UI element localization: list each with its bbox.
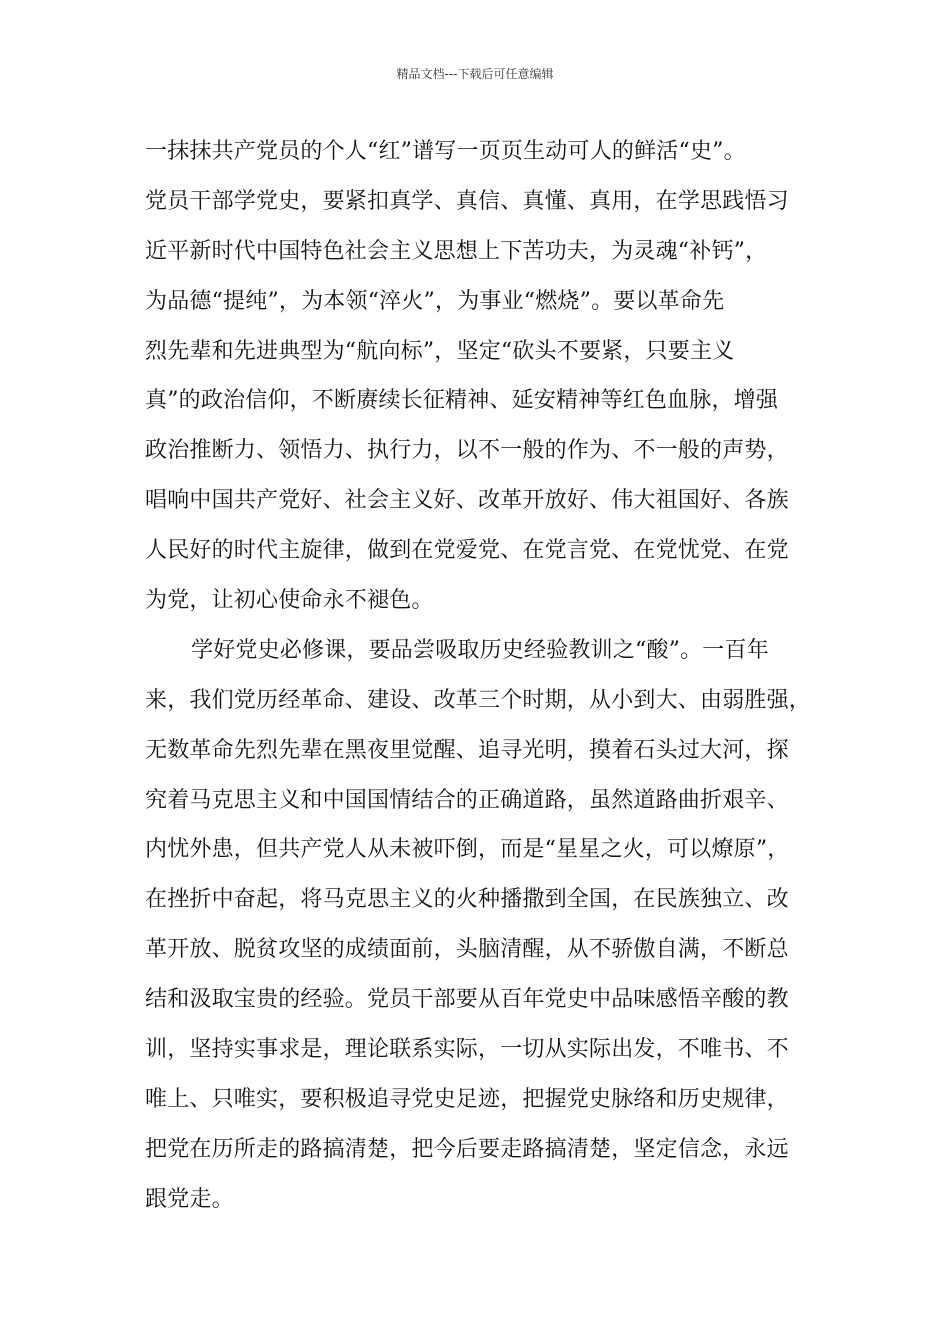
text-line: 为品德“提纯”，为本领“淬火”，为事业“燃烧”。要以革命先: [145, 288, 725, 314]
text-line: 革开放、脱贫攻坚的成绩面前，头脑清醒，从不骄傲自满，不断总: [145, 937, 789, 963]
text-line: 在挫折中奋起，将马克思主义的火种播撒到全国，在民族独立、改: [145, 887, 789, 913]
text-line: 党员干部学党史，要紧扣真学、真信、真懂、真用，在学思践悟习: [145, 188, 789, 214]
page-header: 精品文档---下载后可任意编辑: [396, 67, 554, 81]
text-line: 政治推断力、领悟力、执行力，以不一般的作为、不一般的声势，: [145, 438, 789, 464]
text-line: 来，我们党历经革命、建设、改革三个时期，从小到大、由弱胜强，: [145, 687, 812, 713]
text-line: 人民好的时代主旋律，做到在党爱党、在党言党、在党忧党、在党: [145, 538, 789, 564]
text-line: 把党在历所走的路搞清楚，把今后要走路搞清楚，坚定信念，永远: [145, 1136, 789, 1162]
text-line: 为党，让初心使命永不褪色。: [145, 588, 434, 614]
text-line: 究着马克思主义和中国国情结合的正确道路，虽然道路曲折艰辛、: [145, 787, 789, 813]
text-line: 唯上、只唯实，要积极追寻党史足迹，把握党史脉络和历史规律，: [145, 1086, 789, 1112]
paragraph-first-line: 学好党史必修课，要品尝吸取历史经验教训之“酸”。一百年: [191, 637, 769, 663]
text-line: 训，坚持实事求是，理论联系实际，一切从实际出发，不唯书、不: [145, 1037, 789, 1063]
text-line: 一抹抹共产党员的个人“红”谱写一页页生动可人的鲜活“史”。: [145, 139, 746, 164]
text-line: 内忧外患，但共产党人从未被吓倒，而是“星星之火，可以燎原”，: [145, 837, 790, 863]
text-line: 跟党走。: [145, 1186, 234, 1212]
document-body: [145, 127, 835, 1225]
text-line: 唱响中国共产党好、社会主义好、改革开放好、伟大祖国好、各族: [145, 488, 789, 514]
text-line: 无数革命先烈先辈在黑夜里觉醒、追寻光明，摸着石头过大河，探: [145, 737, 789, 763]
text-line: 真”的政治信仰，不断赓续长征精神、延安精神等红色血脉，增强: [145, 388, 779, 414]
text-line: 结和汲取宝贵的经验。党员干部要从百年党史中品味感悟辛酸的教: [145, 987, 789, 1013]
text-line: 近平新时代中国特色社会主义思想上下苦功夫，为灵魂“补钙”，: [145, 238, 768, 264]
text-line: 烈先辈和先进典型为“航向标”，坚定“砍头不要紧，只要主义: [145, 338, 735, 364]
